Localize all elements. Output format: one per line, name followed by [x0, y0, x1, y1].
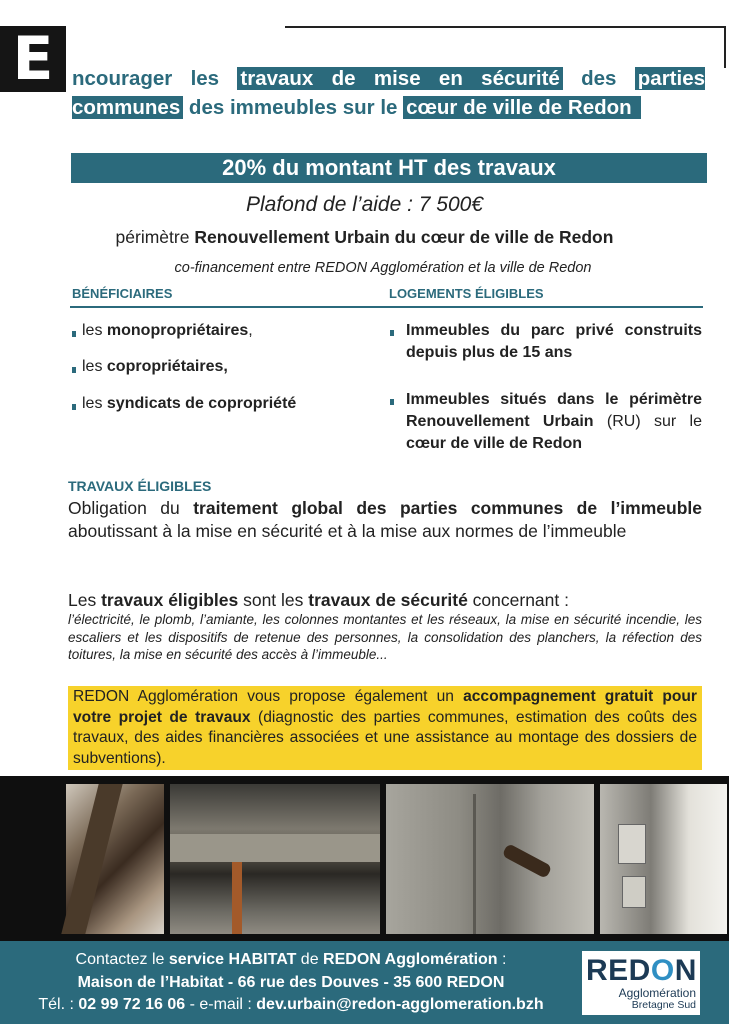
headline: ncourager les travaux de mise en sécurité des parties communes des immeubles sur le cœur de ville de Redon: [72, 67, 705, 119]
photo-strip: [0, 776, 729, 941]
address-line: Maison de l’Habitat - 66 rue des Douves - 35 600 REDON: [77, 973, 505, 991]
electrical-panel-photo: [600, 784, 727, 934]
damaged-wall-photo: [386, 784, 594, 934]
phone-email-line: Tél. : 02 99 72 16 06 - e-mail : dev.urbain@redon-agglomeration.bzh: [38, 996, 544, 1013]
bullet-icon: [72, 367, 76, 373]
column-divider: [70, 306, 703, 308]
beneficiary-item: les syndicats de copropriété: [72, 395, 296, 413]
beneficiary-item: les monopropriétaires,: [72, 322, 253, 340]
bullet-icon: [390, 330, 394, 336]
top-rule-corner: [724, 26, 726, 68]
propped-beam-photo: [170, 784, 380, 934]
works-list: l’électricité, le plomb, l’amiante, les colonnes montantes et les réseaux, la mise en sécurité incendie, les escaliers et les dispositifs de retenue des personnes, la consolidation des planchers, la réfection des toitures, la mise en sécurité des accès à l’immeuble...: [68, 612, 702, 662]
obligation-paragraph: Obligation du traitement global des parties communes de l’immeuble aboutissant à la mise en sécurité et à la mise aux normes de l’immeuble: [68, 498, 702, 541]
email-link[interactable]: dev.urbain@redon-agglomeration.bzh: [256, 996, 544, 1013]
aid-ceiling: Plafond de l’aide : 7 500€: [245, 193, 484, 216]
bullet-icon: [72, 331, 76, 337]
contact-text: [0, 949, 582, 1017]
contact-footer: [0, 941, 729, 1024]
bullet-icon: [390, 399, 394, 405]
works-intro: Les travaux éligibles sont les travaux de sécurité concernant :: [68, 590, 569, 610]
contact-line: Contactez le service HABITAT de REDON Agglomération :: [75, 951, 507, 968]
housing-item: Immeubles situés dans le périmètre Renouvellement Urbain (RU) sur le cœur de ville de Redon: [390, 389, 702, 455]
beneficiaries-heading: BÉNÉFICIAIRES: [72, 286, 173, 301]
drop-cap: E: [0, 26, 66, 92]
perimeter-line: périmètre Renouvellement Urbain du cœur de ville de Redon: [115, 227, 614, 247]
beneficiary-item: les copropriétaires,: [72, 358, 228, 376]
percentage-banner: 20% du montant HT des travaux: [71, 153, 707, 183]
housing-item: Immeubles du parc privé construits depuis plus de 15 ans: [390, 320, 702, 364]
bullet-icon: [72, 404, 76, 410]
eligible-works-heading: TRAVAUX ÉLIGIBLES: [68, 478, 212, 494]
support-callout: REDON Agglomération vous propose également un accompagnement gratuit pour votre projet de travaux (diagnostic des parties communes, estimation des coûts des travaux, des aides financières associées et une assistance au montage des dossiers de subventions).: [68, 686, 702, 770]
eligible-housing-heading: LOGEMENTS ÉLIGIBLES: [389, 286, 544, 301]
redon-logo: REDON Agglomération Bretagne Sud: [582, 951, 700, 1015]
top-rule: [285, 26, 725, 28]
staircase-photo: [66, 784, 164, 934]
cofinancing-line: co-financement entre REDON Agglomération et la ville de Redon: [174, 260, 592, 276]
phone-number[interactable]: 02 99 72 16 06: [78, 996, 186, 1013]
